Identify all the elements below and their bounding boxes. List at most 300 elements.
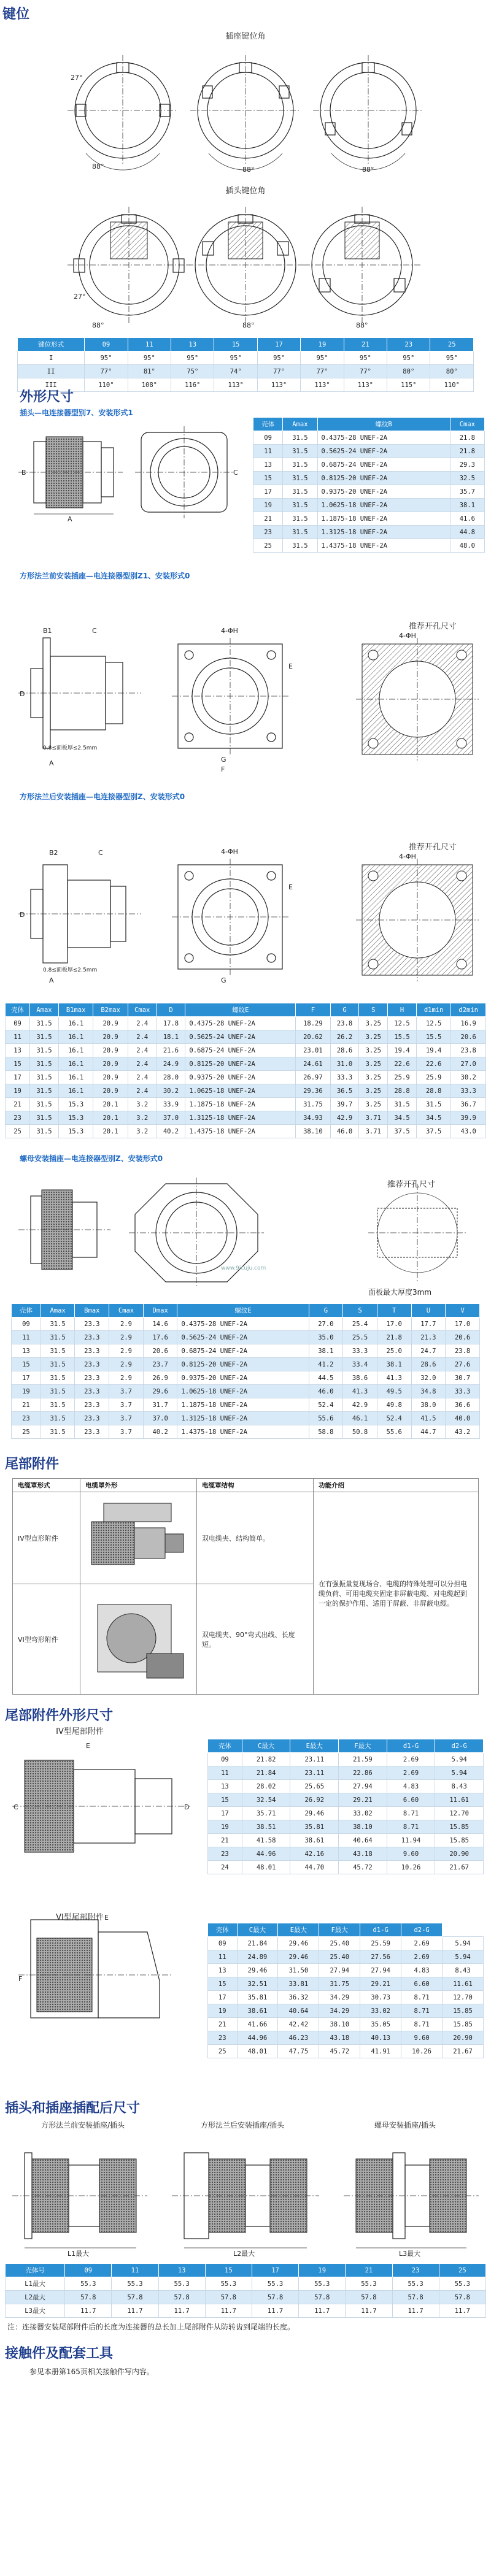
- table-cell: 31.5: [30, 1125, 59, 1138]
- rear-flange-title: 方形法兰后安装插座—电连接器型别Z、安装形式0: [20, 792, 185, 801]
- col-header: 13: [158, 2264, 205, 2277]
- svg-text:L1最大: L1最大: [68, 2250, 90, 2258]
- table-cell: 80°: [430, 365, 474, 378]
- table-cell: 21.8: [450, 445, 484, 458]
- col-header: H: [388, 1003, 417, 1017]
- svg-text:E: E: [288, 662, 293, 670]
- table-row: [6, 1111, 486, 1125]
- table-cell: 11: [208, 1950, 238, 1964]
- table-cell: 33.9: [157, 1098, 185, 1111]
- table-cell: 95°: [85, 351, 128, 365]
- table-cell: 1.3125-18 UNEF-2A: [185, 1111, 296, 1125]
- vi-side-drawing: [18, 1914, 172, 2018]
- receptacle-keying-view-3: [313, 55, 423, 174]
- col-header: d1-G: [360, 1923, 401, 1937]
- table-row: [208, 1766, 484, 1780]
- table-cell: 57.8: [439, 2291, 485, 2304]
- table-cell: 21.67: [435, 1861, 484, 1874]
- table-row: [208, 1861, 484, 1874]
- table-cell: 57.8: [252, 2291, 298, 2304]
- table-row: [253, 472, 485, 485]
- table-cell: 44.8: [450, 526, 484, 539]
- table-cell: 46.0: [309, 1385, 343, 1398]
- table-cell: 42.42: [278, 2018, 319, 2031]
- section-outline-title: 外形尺寸: [20, 389, 74, 405]
- table-cell: 42.16: [290, 1847, 339, 1861]
- table-cell: 31.5: [41, 1344, 75, 1358]
- table-cell: 9.60: [401, 2031, 443, 2045]
- table-cell: 21: [6, 1098, 30, 1111]
- table-cell: 0.8125-20 UNEF-2A: [185, 1057, 296, 1071]
- table-cell: 1.3125-18 UNEF-2A: [177, 1412, 309, 1425]
- table-cell: 31.5: [41, 1331, 75, 1344]
- table-cell: 31.5: [41, 1317, 75, 1331]
- table-cell: I: [18, 351, 85, 365]
- table-cell: 8.71: [387, 1807, 435, 1820]
- table-row: [208, 2004, 484, 2018]
- table-cell: 31.5: [283, 485, 317, 499]
- col-header: G: [330, 1003, 359, 1017]
- table-cell: 110°: [430, 378, 474, 392]
- table-cell: 31.5: [283, 445, 317, 458]
- table-cell: 113°: [214, 378, 257, 392]
- table-cell: 15.3: [58, 1125, 93, 1138]
- table-cell: 113°: [257, 378, 300, 392]
- table-cell: 29.21: [360, 1977, 401, 1991]
- table-row: [208, 1977, 484, 1991]
- table-cell: 77°: [85, 365, 128, 378]
- table-cell: 38.10: [339, 1820, 387, 1834]
- table-cell: 29.46: [278, 1937, 319, 1950]
- table-cell: 1.0625-18 UNEF-2A: [177, 1385, 309, 1398]
- table-cell: 55.3: [346, 2277, 392, 2291]
- table-cell: 15.5: [388, 1030, 417, 1044]
- table-cell: 41.2: [309, 1358, 343, 1371]
- table-cell: 31.75: [296, 1098, 331, 1111]
- table-cell: 31.5: [41, 1371, 75, 1385]
- table-cell: 18.1: [157, 1030, 185, 1044]
- front-flange-title: 方形法兰前安装插座—电连接器型别Z1、安装形式0: [20, 572, 190, 580]
- nut-panel-cutout-view: [368, 1184, 466, 1282]
- table-cell: 36.7: [451, 1098, 486, 1111]
- table-cell: III: [18, 378, 85, 392]
- table-cell: 57.8: [392, 2291, 439, 2304]
- table-cell: 52.4: [309, 1398, 343, 1412]
- table-cell: 25: [253, 539, 283, 553]
- svg-text:L2最大: L2最大: [233, 2250, 255, 2258]
- table-cell: 29.6: [143, 1385, 177, 1398]
- col-header: 19: [299, 2264, 346, 2277]
- table-cell: 28.02: [242, 1780, 290, 1793]
- table-cell: 31.75: [319, 1977, 360, 1991]
- table-cell: 32.0: [411, 1371, 446, 1385]
- table-cell: 40.0: [446, 1412, 480, 1425]
- table-row: [208, 1991, 484, 2004]
- table-cell: 74°: [214, 365, 257, 378]
- table-cell: 21.59: [339, 1753, 387, 1766]
- table-row: [6, 2291, 486, 2304]
- table-cell: 29.36: [296, 1084, 331, 1098]
- tail-dims-table-2: [207, 1923, 484, 2058]
- svg-text:L3最大: L3最大: [399, 2250, 421, 2258]
- table-cell: 3.7: [109, 1385, 144, 1398]
- table-cell: 20.6: [446, 1331, 480, 1344]
- table-cell: 95°: [171, 351, 214, 365]
- table-row: [12, 1371, 480, 1385]
- table-cell: 6.60: [387, 1793, 435, 1807]
- table-cell: 25: [208, 2045, 238, 2058]
- table-cell: 17.0: [377, 1317, 411, 1331]
- rear-flange-side-view: [18, 849, 141, 984]
- table-cell: 1.0625-18 UNEF-2A: [317, 499, 450, 512]
- table-cell: 21: [208, 1834, 242, 1847]
- table-cell: 20.9: [93, 1071, 128, 1084]
- col-header: Cmax: [128, 1003, 157, 1017]
- mated-nut: [344, 2153, 479, 2258]
- table-cell: 2.69: [387, 1753, 435, 1766]
- table-cell: 23.3: [75, 1371, 109, 1385]
- iv-attachment-image: [85, 1497, 190, 1577]
- table-cell: 12.70: [443, 1991, 484, 2004]
- table-cell: 19: [253, 499, 283, 512]
- col-header: 键位形式: [18, 338, 85, 351]
- keying-table: [17, 337, 474, 392]
- table-cell: 16.1: [58, 1044, 93, 1057]
- table-cell: 3.71: [359, 1125, 388, 1138]
- receptacle-keying-view-2: [190, 55, 301, 174]
- table-cell: 0.6875-24 UNEF-2A: [185, 1044, 296, 1057]
- table-row: [208, 1793, 484, 1807]
- table-row: [6, 1017, 486, 1030]
- table-cell: 3.2: [128, 1111, 157, 1125]
- table-cell: 57.8: [346, 2291, 392, 2304]
- table-cell: 1.4375-18 UNEF-2A: [185, 1125, 296, 1138]
- table-cell: 8.43: [435, 1780, 484, 1793]
- table-cell: 46.0: [330, 1125, 359, 1138]
- col-header: Cmax: [450, 418, 484, 431]
- table-cell: 4.83: [401, 1964, 443, 1977]
- table-cell: 35.81: [290, 1820, 339, 1834]
- table-cell: 23.01: [296, 1044, 331, 1057]
- table-cell: 25.40: [319, 1937, 360, 1950]
- table-cell: 44.7: [411, 1425, 446, 1439]
- table-cell: 20.6: [143, 1344, 177, 1358]
- table-cell: 23.3: [75, 1331, 109, 1344]
- table-cell: 8.71: [401, 2004, 443, 2018]
- mated-note: 注：连接器安装尾部附件后的长度为连接器的总长加上尾部附件从防转齿到尾端的长度。: [7, 2323, 295, 2331]
- table-cell: 28.8: [416, 1084, 451, 1098]
- table-cell: 31.5: [30, 1017, 59, 1030]
- table-cell: 24.61: [296, 1057, 331, 1071]
- table-row: [18, 378, 474, 392]
- table-cell: 27.94: [339, 1780, 387, 1793]
- table-cell: 25.59: [360, 1937, 401, 1950]
- table-cell: 108°: [128, 378, 171, 392]
- col-header: Cmax: [109, 1304, 144, 1317]
- iv-caption: IV型尾部附件: [56, 1727, 104, 1736]
- table-cell: 110°: [85, 378, 128, 392]
- table-cell: 31.5: [283, 512, 317, 526]
- table-cell: 8.71: [387, 1820, 435, 1834]
- svg-text:B: B: [21, 469, 26, 477]
- col-header: 11: [128, 338, 171, 351]
- table-cell: 11.61: [443, 1977, 484, 1991]
- table-cell: 33.02: [339, 1807, 387, 1820]
- col-header: B2max: [93, 1003, 128, 1017]
- table-cell: 57.8: [299, 2291, 346, 2304]
- table-cell: 21.3: [411, 1331, 446, 1344]
- table-cell: 23: [208, 2031, 238, 2045]
- col-header: 23: [387, 338, 430, 351]
- table-row: [6, 1044, 486, 1057]
- table-cell: 21.82: [242, 1753, 290, 1766]
- table-row: [12, 1331, 480, 1344]
- table-cell: 44.96: [242, 1847, 290, 1861]
- table-cell: 25: [12, 1425, 41, 1439]
- table-row: [253, 485, 485, 499]
- vi-attachment-image: [85, 1592, 190, 1684]
- table-cell: L3最大: [6, 2304, 65, 2318]
- tail-dims-table-1: [207, 1739, 484, 1874]
- col-header: 17: [252, 2264, 298, 2277]
- table-cell: 25.9: [416, 1071, 451, 1084]
- table-cell: 35.71: [242, 1807, 290, 1820]
- table-cell: 77°: [301, 365, 344, 378]
- table-cell: 46.23: [278, 2031, 319, 2045]
- table-row: [6, 1057, 486, 1071]
- table-cell: 20.1: [93, 1111, 128, 1125]
- svg-text:4-ΦH: 4-ΦH: [221, 848, 238, 856]
- table-cell: 23.3: [75, 1358, 109, 1371]
- table-cell: 17: [6, 1071, 30, 1084]
- table-cell: 21.84: [242, 1766, 290, 1780]
- col-header: 15: [214, 338, 257, 351]
- table-row: [12, 1385, 480, 1398]
- svg-text:88°: 88°: [92, 163, 104, 171]
- table-cell: 31.5: [30, 1098, 59, 1111]
- svg-text:27°: 27°: [74, 293, 86, 301]
- table-cell: 55.6: [377, 1425, 411, 1439]
- table-cell: 22.6: [388, 1057, 417, 1071]
- table-cell: 10.26: [401, 2045, 443, 2058]
- table-cell: 30.73: [360, 1991, 401, 2004]
- table-cell: 16.1: [58, 1071, 93, 1084]
- svg-text:0.8≤面板厚≤2.5mm: 0.8≤面板厚≤2.5mm: [43, 745, 98, 751]
- receptacle-keying-view-1: [68, 55, 178, 171]
- table-cell: 28.8: [388, 1084, 417, 1098]
- table-cell: 0.9375-20 UNEF-2A: [317, 485, 450, 499]
- table-cell: 0.9375-20 UNEF-2A: [177, 1371, 309, 1385]
- table-cell: 17.0: [446, 1317, 480, 1331]
- table-cell: 46.1: [343, 1412, 377, 1425]
- table-cell: 38.1: [377, 1358, 411, 1371]
- table-cell: 3.25: [359, 1098, 388, 1111]
- table-cell: L1最大: [6, 2277, 65, 2291]
- table-cell: 11.7: [158, 2304, 205, 2318]
- col-header: 壳体号: [6, 2264, 65, 2277]
- table-cell: 35.81: [237, 1991, 278, 2004]
- table-cell: 31.5: [41, 1425, 75, 1439]
- table-cell: 12.70: [435, 1807, 484, 1820]
- table-row: [253, 445, 485, 458]
- table-cell: 11.61: [435, 1793, 484, 1807]
- table-cell: 24: [208, 1861, 242, 1874]
- iv-side-drawing: [12, 1742, 190, 1852]
- svg-text:A: A: [49, 976, 54, 984]
- plug-keying-view-2: [187, 207, 304, 329]
- table-cell: 0.5625-24 UNEF-2A: [185, 1030, 296, 1044]
- svg-text:4-ΦH: 4-ΦH: [399, 632, 416, 640]
- svg-text:88°: 88°: [92, 321, 104, 329]
- table-cell: 15: [12, 1358, 41, 1371]
- table-cell: 09: [208, 1937, 238, 1950]
- table-cell: 31.5: [283, 526, 317, 539]
- mated-front-flange: [12, 2153, 147, 2258]
- table-cell: 45.72: [339, 1861, 387, 1874]
- table-cell: 3.25: [359, 1044, 388, 1057]
- table-row: [6, 1071, 486, 1084]
- svg-text:4-ΦH: 4-ΦH: [221, 627, 238, 635]
- table-cell: 20.62: [296, 1030, 331, 1044]
- table-cell: 55.3: [392, 2277, 439, 2291]
- table-cell: 36.32: [278, 1991, 319, 2004]
- nut-title: 螺母安装插座—电连接器型别Z、安装形式0: [20, 1154, 163, 1163]
- svg-text:C: C: [98, 849, 103, 857]
- table-cell: 15: [253, 472, 283, 485]
- table-cell: 41.66: [237, 2018, 278, 2031]
- col-header: S: [359, 1003, 388, 1017]
- front-flange-drawings: [18, 626, 491, 773]
- table-row: [253, 539, 485, 553]
- table-cell: 0.5625-24 UNEF-2A: [317, 445, 450, 458]
- table-cell: 48.01: [242, 1861, 290, 1874]
- table-cell: 26.92: [290, 1793, 339, 1807]
- table-cell: 38.1: [309, 1344, 343, 1358]
- table-cell: 44.5: [309, 1371, 343, 1385]
- table-cell: 21: [12, 1398, 41, 1412]
- nut-panel-caption: 推荐开孔尺寸: [387, 1180, 435, 1189]
- mated-caption-2: 方形法兰后安装插座/插头: [200, 2121, 285, 2129]
- table-cell: 11.7: [65, 2304, 112, 2318]
- table-cell: 44.70: [290, 1861, 339, 1874]
- col-header: D: [157, 1003, 185, 1017]
- col-header: U: [411, 1304, 446, 1317]
- table-cell: 3.25: [359, 1057, 388, 1071]
- table-cell: 23: [208, 1847, 242, 1861]
- svg-text:0.8≤面板厚≤2.5mm: 0.8≤面板厚≤2.5mm: [43, 967, 98, 973]
- nut-side-view: [18, 1190, 110, 1270]
- table-cell: 1.1875-18 UNEF-2A: [177, 1398, 309, 1412]
- table-cell: 2.4: [128, 1057, 157, 1071]
- table-cell: 27.94: [360, 1964, 401, 1977]
- table-row: [208, 2031, 484, 2045]
- table-cell: 31.5: [41, 1398, 75, 1412]
- table-cell: 95°: [301, 351, 344, 365]
- table-cell: 23.11: [290, 1753, 339, 1766]
- col-header: E最大: [278, 1923, 319, 1937]
- table-cell: 15.85: [435, 1834, 484, 1847]
- table-cell: 8.71: [401, 1991, 443, 2004]
- table-cell: 11.7: [439, 2304, 485, 2318]
- table-row: [12, 1425, 480, 1439]
- table-cell: 19: [12, 1385, 41, 1398]
- col-header: 09: [65, 2264, 112, 2277]
- table-cell: 32.54: [242, 1793, 290, 1807]
- table-cell: 38.6: [343, 1371, 377, 1385]
- svg-text:G: G: [221, 756, 226, 764]
- table-cell: 0.4375-28 UNEF-2A: [185, 1017, 296, 1030]
- table-row: [12, 1358, 480, 1371]
- table-cell: 1.4375-18 UNEF-2A: [317, 539, 450, 553]
- table-cell: 77°: [257, 365, 300, 378]
- table-cell: 18.29: [296, 1017, 331, 1030]
- table-cell: 27.94: [319, 1964, 360, 1977]
- rear-flange-front-view: [172, 848, 293, 984]
- table-row: [208, 2018, 484, 2031]
- table-cell: 45.72: [319, 2045, 360, 2058]
- table-cell: 55.3: [299, 2277, 346, 2291]
- table-cell: 95°: [430, 351, 474, 365]
- col-header: 15: [205, 2264, 252, 2277]
- table-cell: 116°: [171, 378, 214, 392]
- table-row: [208, 1834, 484, 1847]
- table-cell: 41.6: [450, 512, 484, 526]
- table-cell: 33.3: [330, 1071, 359, 1084]
- front-panel-caption: 推荐开孔尺寸: [408, 622, 457, 631]
- table-row: [6, 2304, 486, 2318]
- receptacle-keying-drawings: [0, 43, 491, 184]
- table-cell: 17: [208, 1991, 238, 2004]
- rear-flange-table: [5, 1003, 486, 1138]
- table-cell: 40.2: [157, 1125, 185, 1138]
- table-cell: 95°: [257, 351, 300, 365]
- table-cell: 24.89: [237, 1950, 278, 1964]
- col-header: d2-G: [435, 1739, 484, 1753]
- table-cell: 13: [208, 1964, 238, 1977]
- table-cell: 23: [253, 526, 283, 539]
- table-cell: 31.5: [30, 1044, 59, 1057]
- table-cell: 17: [208, 1807, 242, 1820]
- table-cell: 25: [6, 1125, 30, 1138]
- table-cell: 30.7: [446, 1371, 480, 1385]
- table-cell: 28.0: [157, 1071, 185, 1084]
- table-cell: 1.4375-18 UNEF-2A: [177, 1425, 309, 1439]
- table-cell: 09: [6, 1017, 30, 1030]
- table-row: [208, 1964, 484, 1977]
- table-cell: 14.6: [143, 1317, 177, 1331]
- table-cell: 20.6: [451, 1030, 486, 1044]
- table-cell: 17.7: [411, 1317, 446, 1331]
- table-cell: 19.4: [416, 1044, 451, 1057]
- table-cell: 19: [208, 2004, 238, 2018]
- table-cell: 34.29: [319, 2004, 360, 2018]
- table-row: [208, 1950, 484, 1964]
- table-cell: 2.4: [128, 1071, 157, 1084]
- table-cell: 34.93: [296, 1111, 331, 1125]
- table-cell: 21.6: [157, 1044, 185, 1057]
- table-cell: 23.3: [75, 1385, 109, 1398]
- table-cell: 77°: [344, 365, 387, 378]
- rear-flange-drawings: [18, 846, 491, 987]
- table-cell: 19: [208, 1820, 242, 1834]
- table-cell: 115°: [387, 378, 430, 392]
- table-cell: 95°: [128, 351, 171, 365]
- table-cell: 20.90: [443, 2031, 484, 2045]
- table-cell: 33.4: [343, 1358, 377, 1371]
- rear-panel-caption: 推荐开孔尺寸: [408, 843, 457, 852]
- table-cell: 3.7: [109, 1425, 144, 1439]
- front-flange-side-view: [18, 627, 141, 767]
